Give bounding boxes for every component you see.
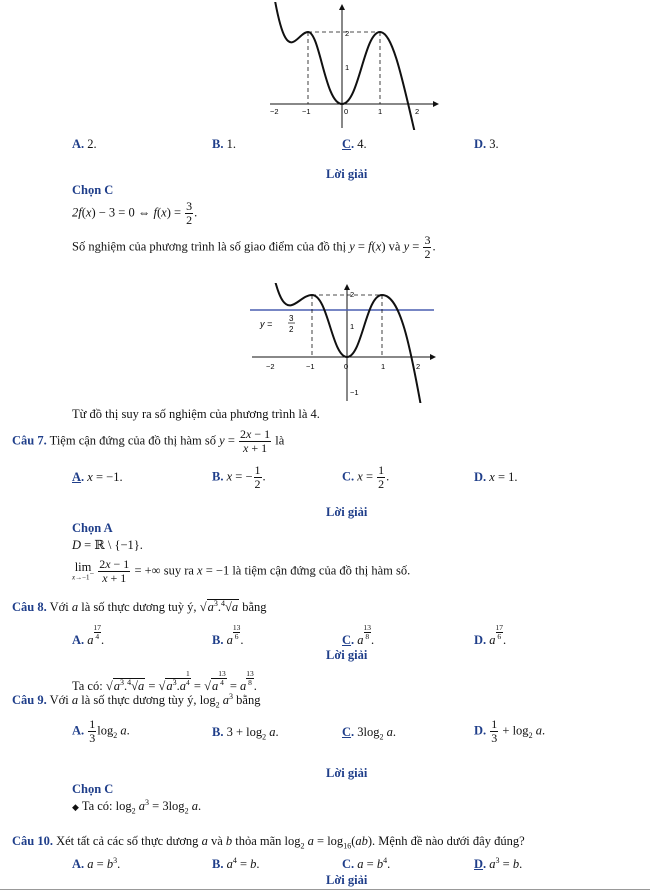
option-d: D. $\frac{1}{3}$ + $\log_2 a$. [474, 717, 546, 746]
line-label: y = [260, 319, 273, 329]
tick-label: 0 [344, 107, 349, 116]
option-b: B. a $\frac{13}{6}$ . [212, 623, 244, 648]
explanation: Số nghiệm của phương trình là số giao điểm của đồ thị y = f(x) và y = $\frac{3}{2}$ . [72, 233, 436, 262]
question-9: Câu 9. Với a là số thực dương tùy ý, $\log_2 a^3$ bằng [12, 691, 261, 710]
option-c: C. $3\log_2$ a. [342, 725, 397, 742]
option-a: A. x = −1. [72, 470, 123, 484]
tick-label: −1 [302, 107, 311, 116]
equation: 2f(x) − 3 = 0 ⇔ f(x) = $\frac{3}{2}$ . [72, 199, 198, 228]
option-a: A. $a = b^3$. [72, 855, 121, 871]
tick-label: 2 [415, 107, 420, 116]
tick-label: −2 [270, 107, 279, 116]
function-graph-2 [244, 283, 439, 403]
chosen-answer: Chọn A [72, 521, 113, 535]
question-8: Câu 8. Với a là số thực dương tuỳ ý, $√a^3.^4√a$ bằng [12, 598, 267, 614]
option-d: D. x = 1. [474, 470, 518, 484]
option-b: B. $3 + \log_2 a$. [212, 725, 279, 742]
option-d: D. 3. [474, 137, 499, 151]
tick-label: −1 [306, 362, 315, 371]
option-c: C. 4. [342, 137, 367, 151]
svg-text:2: 2 [289, 325, 294, 334]
solution-heading: Lời giải [326, 873, 368, 887]
option-b: B. 1. [212, 137, 236, 151]
tick-label: 2 [345, 29, 350, 38]
option-b: B. $a^4 = b$. [212, 855, 260, 871]
curve [266, 283, 424, 403]
tick-label: 1 [378, 107, 383, 116]
chosen-answer: Chọn C [72, 782, 114, 796]
solution-heading: Lời giải [326, 505, 368, 519]
question-10: Câu 10. Xét tất cả các số thực dương a và b thỏa mãn $\log_2 a = \log_{16}(ab)$. Mệnh đề nào dưới đây đúng? [12, 834, 525, 851]
function-graph-1 [265, 2, 440, 130]
tick-label: 2 [350, 290, 355, 299]
limit: lim x→−1− $\frac{2x - 1}{x + 1}$ = +∞ suy ra x = −1 là tiệm cận đứng của đồ thị hàm số. [72, 557, 411, 586]
solution-heading: Lời giải [326, 648, 368, 662]
divider [0, 889, 650, 890]
chosen-answer: Chọn C [72, 183, 114, 197]
tick-label: 1 [381, 362, 386, 371]
derivation: Ta có: $√a^3.^4√a = √a^3.a$ $\frac{1}{4}$ = √a $\frac{13}{4}$ = a $\frac{13}{8}$ . [72, 669, 257, 694]
option-a: A. 2. [72, 137, 97, 151]
option-d: D. a $\frac{17}{6}$ . [474, 623, 507, 648]
curve [269, 2, 420, 130]
tick-label: 2 [416, 362, 421, 371]
solution-heading: Lời giải [326, 167, 368, 181]
option-c: C. x = $\frac{1}{2}$ . [342, 463, 390, 492]
tick-label: 1 [350, 322, 355, 331]
option-b: B. x = − $\frac{1}{2}$ . [212, 463, 266, 492]
question-7: Câu 7. Tiệm cận đứng của đồ thị hàm số y = $\frac{2x - 1}{x + 1}$ là [12, 427, 285, 456]
tick-label: −2 [266, 362, 275, 371]
option-c: C. a $\frac{13}{8}$ . [342, 623, 375, 648]
domain: D = ℝ \ {−1}. [72, 538, 143, 552]
option-a: A. a $\frac{17}{4}$ . [72, 623, 105, 648]
tick-label: 1 [345, 63, 350, 72]
svg-text:3: 3 [289, 314, 294, 323]
conclusion: Từ đồ thị suy ra số nghiệm của phương trình là 4. [72, 407, 320, 421]
derivation: ◆ Ta có: $\log_2 a^3 = 3\log_2$ a. [72, 797, 202, 816]
option-c: C. $a = b^4$. [342, 855, 391, 871]
option-d: D. $a^3 = b$. [474, 855, 523, 871]
tick-label: −1 [350, 388, 359, 397]
solution-heading: Lời giải [326, 766, 368, 780]
option-a: A. $\frac{1}{3}$ $\log_2 a$. [72, 717, 130, 746]
tick-label: 0 [344, 362, 349, 371]
